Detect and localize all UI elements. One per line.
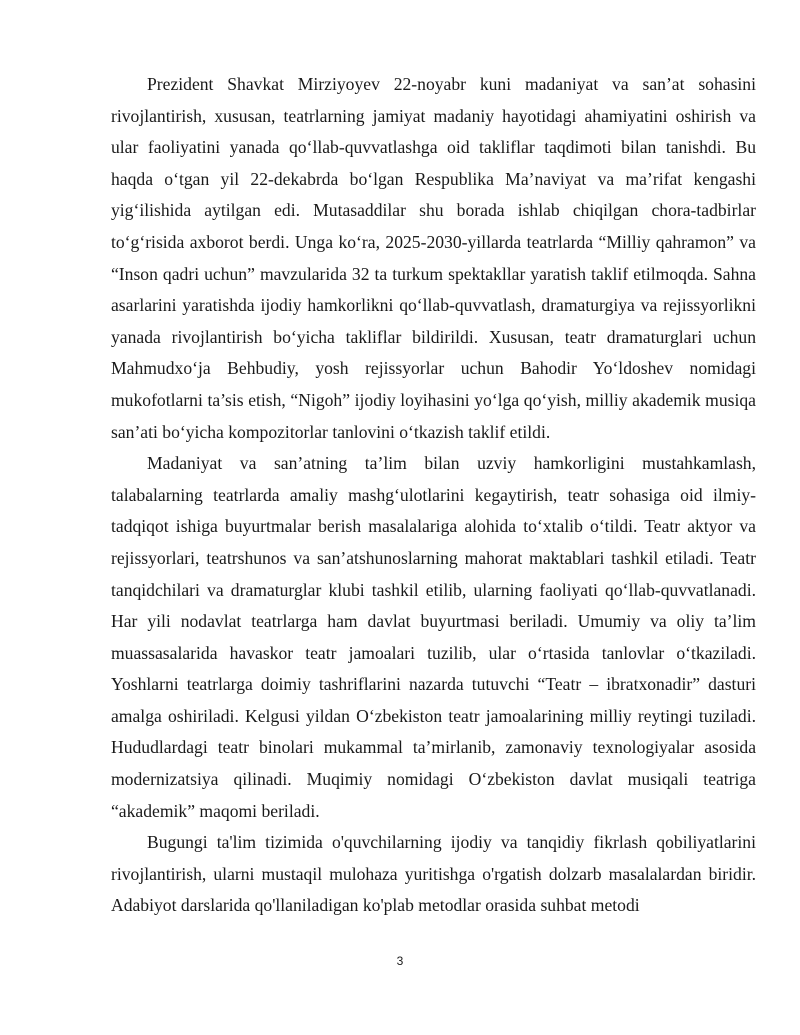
paragraph-2: Madaniyat va san’atning ta’lim bilan uzviy hamkorligini mustahkamlash, talabalarning teatrlarda amaliy mashg‘ulotlarini kegaytirish, teatr sohasiga oid ilmiy-tadqiqot ishiga buyurtmalar berish masalalariga alohida to‘xtalib o‘tildi. Teatr aktyor va rejissyorlari, teatrshunos va san’atshunoslarning mahorat maktablari tashkil etiladi. Teatr tanqidchilari va dramaturglar klubi tashkil etilib, ularning faoliyati qo‘llab-quvvatlanadi. Har yili nodavlat teatrlarga ham davlat buyurtmasi beriladi. Umumiy va oliy ta’lim muassasalarida havaskor teatr jamoalari tuzilib, ular o‘rtasida tanlovlar o‘tkaziladi. Yoshlarni teatrlarga doimiy tashriflarini nazarda tutuvchi “Teatr – ibratxonadir” dasturi amalga oshiriladi. Kelgusi yildan O‘zbekiston teatr jamoalarining milliy reytingi tuziladi. Hududlardagi teatr binolari mukammal ta’mirlanib, zamonaviy texnologiyalar asosida modernizatsiya qilinadi. Muqimiy nomidagi O‘zbekiston davlat musiqali teatriga “akademik” maqomi beriladi. [111, 453, 756, 821]
page-number: 3 [396, 954, 404, 968]
document-body [111, 69, 756, 922]
paragraph-3: Bugungi ta'lim tizimida o'quvchilarning ijodiy va tanqidiy fikrlash qobiliyatlarini rivojlantirish, ularni mustaqil mulohaza yuritishga o'rgatish dolzarb masalalardan biridir. Adabiyot darslarida qo'llaniladigan ko'plab metodlar orasida suhbat metodi [111, 832, 756, 916]
paragraph-1: Prezident Shavkat Mirziyoyev 22-noyabr kuni madaniyat va san’at sohasini rivojlantirish, xususan, teatrlarning jamiyat madaniy hayotidagi ahamiyatini oshirish va ular faoliyatini yanada qo‘llab-quvvatlashga oid takliflar taqdimoti bilan tanishdi. Bu haqda o‘tgan yil 22-dekabrda bo‘lgan Respublika Ma’naviyat va ma’rifat kengashi yig‘ilishida aytilgan edi. Mutasaddilar shu borada ishlab chiqilgan chora-tadbirlar to‘g‘risida axborot berdi. Unga ko‘ra, 2025-2030-yillarda teatrlarda “Milliy qahramon” va “Inson qadri uchun” mavzularida 32 ta turkum spektakllar yaratish taklif etilmoqda. Sahna asarlarini yaratishda ijodiy hamkorlikni qo‘llab-quvvatlash, dramaturgiya va rejissyorlikni yanada rivojlantirish bo‘yicha takliflar bildirildi. Xususan, teatr dramaturglari uchun Mahmudxo‘ja Behbudiy, yosh rejissyorlar uchun Bahodir Yo‘ldoshev nomidagi mukofotlarni ta’sis etish, “Nigoh” ijodiy loyihasini yo‘lga qo‘yish, milliy akademik musiqa san’ati bo‘yicha kompozitorlar tanlovini o‘tkazish taklif etildi. [111, 74, 756, 442]
